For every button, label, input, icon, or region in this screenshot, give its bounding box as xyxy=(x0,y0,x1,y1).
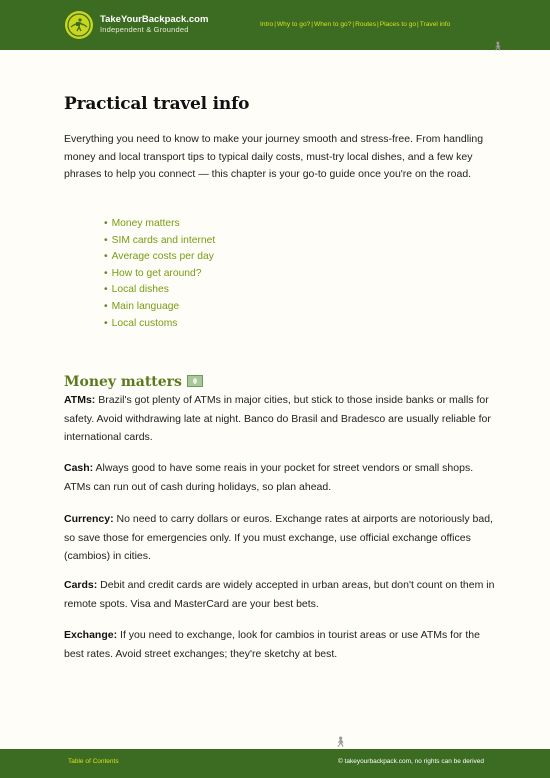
paragraph-text: Debit and credit cards are widely accepted in urban areas, but don't count on them in remote spots. Visa and MasterCard are your best bets. xyxy=(64,579,495,610)
chapter-contents-list xyxy=(104,216,215,332)
bullet-icon: • xyxy=(104,267,108,279)
paragraph-exchange xyxy=(64,626,496,663)
paragraph-text: Always good to have some reais in your pocket for street vendors or small shops. ATMs can run out of cash during holidays, so plan ahead. xyxy=(64,462,474,493)
list-item xyxy=(104,299,215,316)
paragraph-currency xyxy=(64,510,496,566)
term-label: Cards: xyxy=(64,579,98,591)
nav-places-to-go[interactable]: Places to go xyxy=(379,21,417,28)
nav-when-to-go[interactable]: When to go? xyxy=(314,21,352,28)
bullet-icon: • xyxy=(104,300,108,312)
toc-link-local-dishes[interactable]: Local dishes xyxy=(111,284,169,296)
nav-routes[interactable]: Routes xyxy=(355,21,377,28)
paragraph-text: If you need to exchange, look for cambios in tourist areas or use ATMs for the best rates. Avoid street exchanges; they're sketchy at best. xyxy=(64,629,480,660)
nav-separator: | xyxy=(352,21,355,28)
nav-why-to-go[interactable]: Why to go? xyxy=(276,21,311,28)
nav-separator: | xyxy=(274,21,276,28)
copyright-notice: © takeyourbackpack.com, no rights can be derived xyxy=(337,758,484,765)
toc-link-money-matters[interactable]: Money matters xyxy=(111,218,180,229)
toc-link-main-language[interactable]: Main language xyxy=(111,300,180,312)
nav-intro[interactable]: Intro xyxy=(260,21,274,28)
list-item xyxy=(104,266,215,283)
paragraph-text: Brazil's got plenty of ATMs in major cities, but stick to those inside banks or malls for safety. Avoid withdrawing late at night. Banco do Brasil and Bradesco are usually reliable for international cards. xyxy=(64,394,491,443)
term-label: ATMs: xyxy=(64,394,96,406)
list-item xyxy=(104,316,215,333)
page-header xyxy=(0,0,550,50)
bullet-icon: • xyxy=(104,317,108,329)
toc-link-average-costs[interactable]: Average costs per day xyxy=(111,251,214,263)
paragraph-atms xyxy=(64,391,496,447)
term-label: Currency: xyxy=(64,513,114,525)
list-item xyxy=(104,233,215,250)
paragraph-cash xyxy=(64,459,496,496)
section-title-money-matters xyxy=(64,374,203,390)
bullet-icon: • xyxy=(104,284,108,296)
brand-tagline: Independent & Grounded xyxy=(100,25,189,34)
section-title-text: Money matters xyxy=(64,374,182,390)
hiker-icon: 🚶︎ xyxy=(334,737,347,748)
toc-link-get-around[interactable]: How to get around? xyxy=(111,267,202,279)
list-item xyxy=(104,216,215,233)
term-label: Cash: xyxy=(64,462,94,474)
page-title: Practical travel info xyxy=(64,94,250,114)
paragraph-text: No need to carry dollars or euros. Exchange rates at airports are notoriously bad, so save those for emergencies only. If you must exchange, use official exchange offices (cambios) in cities. xyxy=(64,513,493,562)
nav-travel-info[interactable]: Travel info xyxy=(419,21,451,28)
brand-name[interactable]: TakeYourBackpack.com xyxy=(100,14,209,25)
intro-paragraph: Everything you need to know to make your journey smooth and stress-free. From handling money and local transport tips to typical daily costs, must-try local dishes, and a few key phrases to help you connect — this chapter is your go-to guide once you're on the road. xyxy=(64,133,484,180)
nav-separator: | xyxy=(311,21,313,28)
toc-link-local-customs[interactable]: Local customs xyxy=(111,317,178,329)
toc-link-sim-cards[interactable]: SIM cards and internet xyxy=(111,234,216,246)
page-footer xyxy=(0,749,550,778)
top-navigation xyxy=(260,21,450,31)
nav-separator: | xyxy=(377,21,379,28)
logo-icon[interactable] xyxy=(65,11,93,39)
bullet-icon: • xyxy=(104,251,108,263)
term-label: Exchange: xyxy=(64,629,118,641)
table-of-contents-link[interactable]: Table of Contents xyxy=(68,758,119,765)
list-item xyxy=(104,249,215,266)
nav-separator: | xyxy=(417,21,419,28)
hiker-icon: 🚶︎ xyxy=(492,42,504,52)
list-item xyxy=(104,282,215,299)
money-icon xyxy=(187,375,203,387)
bullet-icon: • xyxy=(104,234,108,246)
bullet-icon: • xyxy=(104,218,108,229)
paragraph-cards xyxy=(64,576,496,613)
